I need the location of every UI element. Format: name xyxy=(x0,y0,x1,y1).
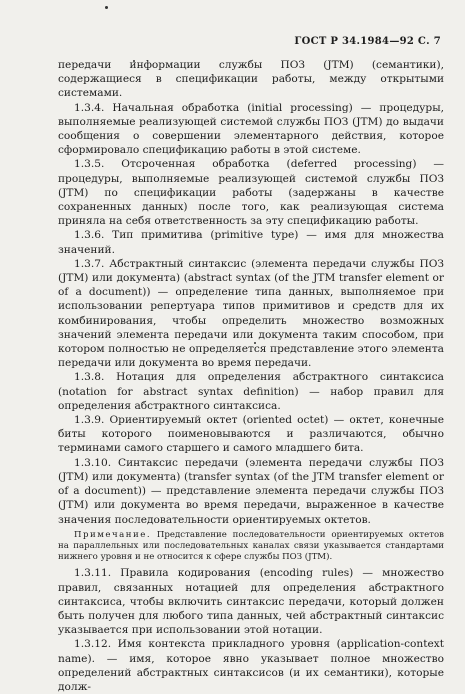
note-text: Представление последовательности ориентируемых октетов на параллельных или последовательных каналах связи указывается стандартами нижнего уровня и не относится к сфере службы ПОЗ (JTM). xyxy=(58,529,444,563)
note-label: Примечание. xyxy=(74,529,152,540)
paragraph: 1.3.6. Тип примитива (primitive type) — имя для множества значений. xyxy=(58,229,444,256)
scan-speck xyxy=(105,6,108,9)
paragraph: 1.3.4. Начальная обработка (initial processing) — процедуры, выполняемые реализующей системой службы ПОЗ (JTM) до выдачи сообщения о совершении элементарного действия, которое сформировало спецификацию работы в этой системе. xyxy=(58,101,444,157)
paragraph: 1.3.7. Абстрактный синтаксис (элемента передачи службы ПОЗ (JTM) или документа) (abstract syntax (of the JTM transfer element or of a document)) — определение типа данных, выполняемое при использовании репертуара типов примитивов и средств для их комбинирования, чтобы определить множество возможных значений элемента передачи или документа таким способом, при котором полностью не определяется представление этого элемента передачи или документа во время передачи. xyxy=(58,257,444,370)
paragraph: 1.3.5. Отсроченная обработка (deferred processing) — процедуры, выполняемые реализующей системой службы ПОЗ (JTM) по спецификации работы (задержаны в качестве сохраненных данных) после того, как реализующая система приняла на себя ответственность за эту спецификацию работы. xyxy=(58,158,444,228)
paragraph: 1.3.10. Синтаксис передачи (элемента передачи службы ПОЗ (JTM) или документа) (transfer syntax (of the JTM transfer element or of a document)) — представление элемента передачи службы ПОЗ (JTM) или документа во время передачи, выраженное в качестве значения последовательности ориентируемых октетов. xyxy=(58,456,444,526)
paragraph: 1.3.9. Ориентируемый октет (oriented octet) — октет, конечные биты которого поименовываются и различаются, обычно терминами самого старшего и самого младшего бита. xyxy=(58,414,444,455)
paragraph: 1.3.8. Нотация для определения абстрактного синтаксиса (notation for abstract syntax definition) — набор правил для определения абстрактного синтаксиса. xyxy=(58,371,444,412)
paragraph: 1.3.12. Имя контекста прикладного уровня (application-context name). — имя, которое явно указывает полное множество определений абстрактных синтаксисов (и их семантики), которые долж- xyxy=(58,638,444,693)
paragraph: передачи информации службы ПОЗ (JTM) (семантики), содержащиеся в спецификации работы, между открытыми системами. xyxy=(58,59,444,100)
paragraph: 1.3.11. Правила кодирования (encoding rules) — множество правил, связанных нотацией для определения абстрактного синтаксиса, чтобы включить синтаксис передачи, который должен быть получен для любого типа данных, чей абстрактный синтаксис указывается при использовании этой нотации. xyxy=(58,567,444,637)
document-body xyxy=(58,58,444,694)
note xyxy=(58,530,444,564)
running-head: ГОСТ Р 34.1984—92 С. 7 xyxy=(294,36,441,47)
